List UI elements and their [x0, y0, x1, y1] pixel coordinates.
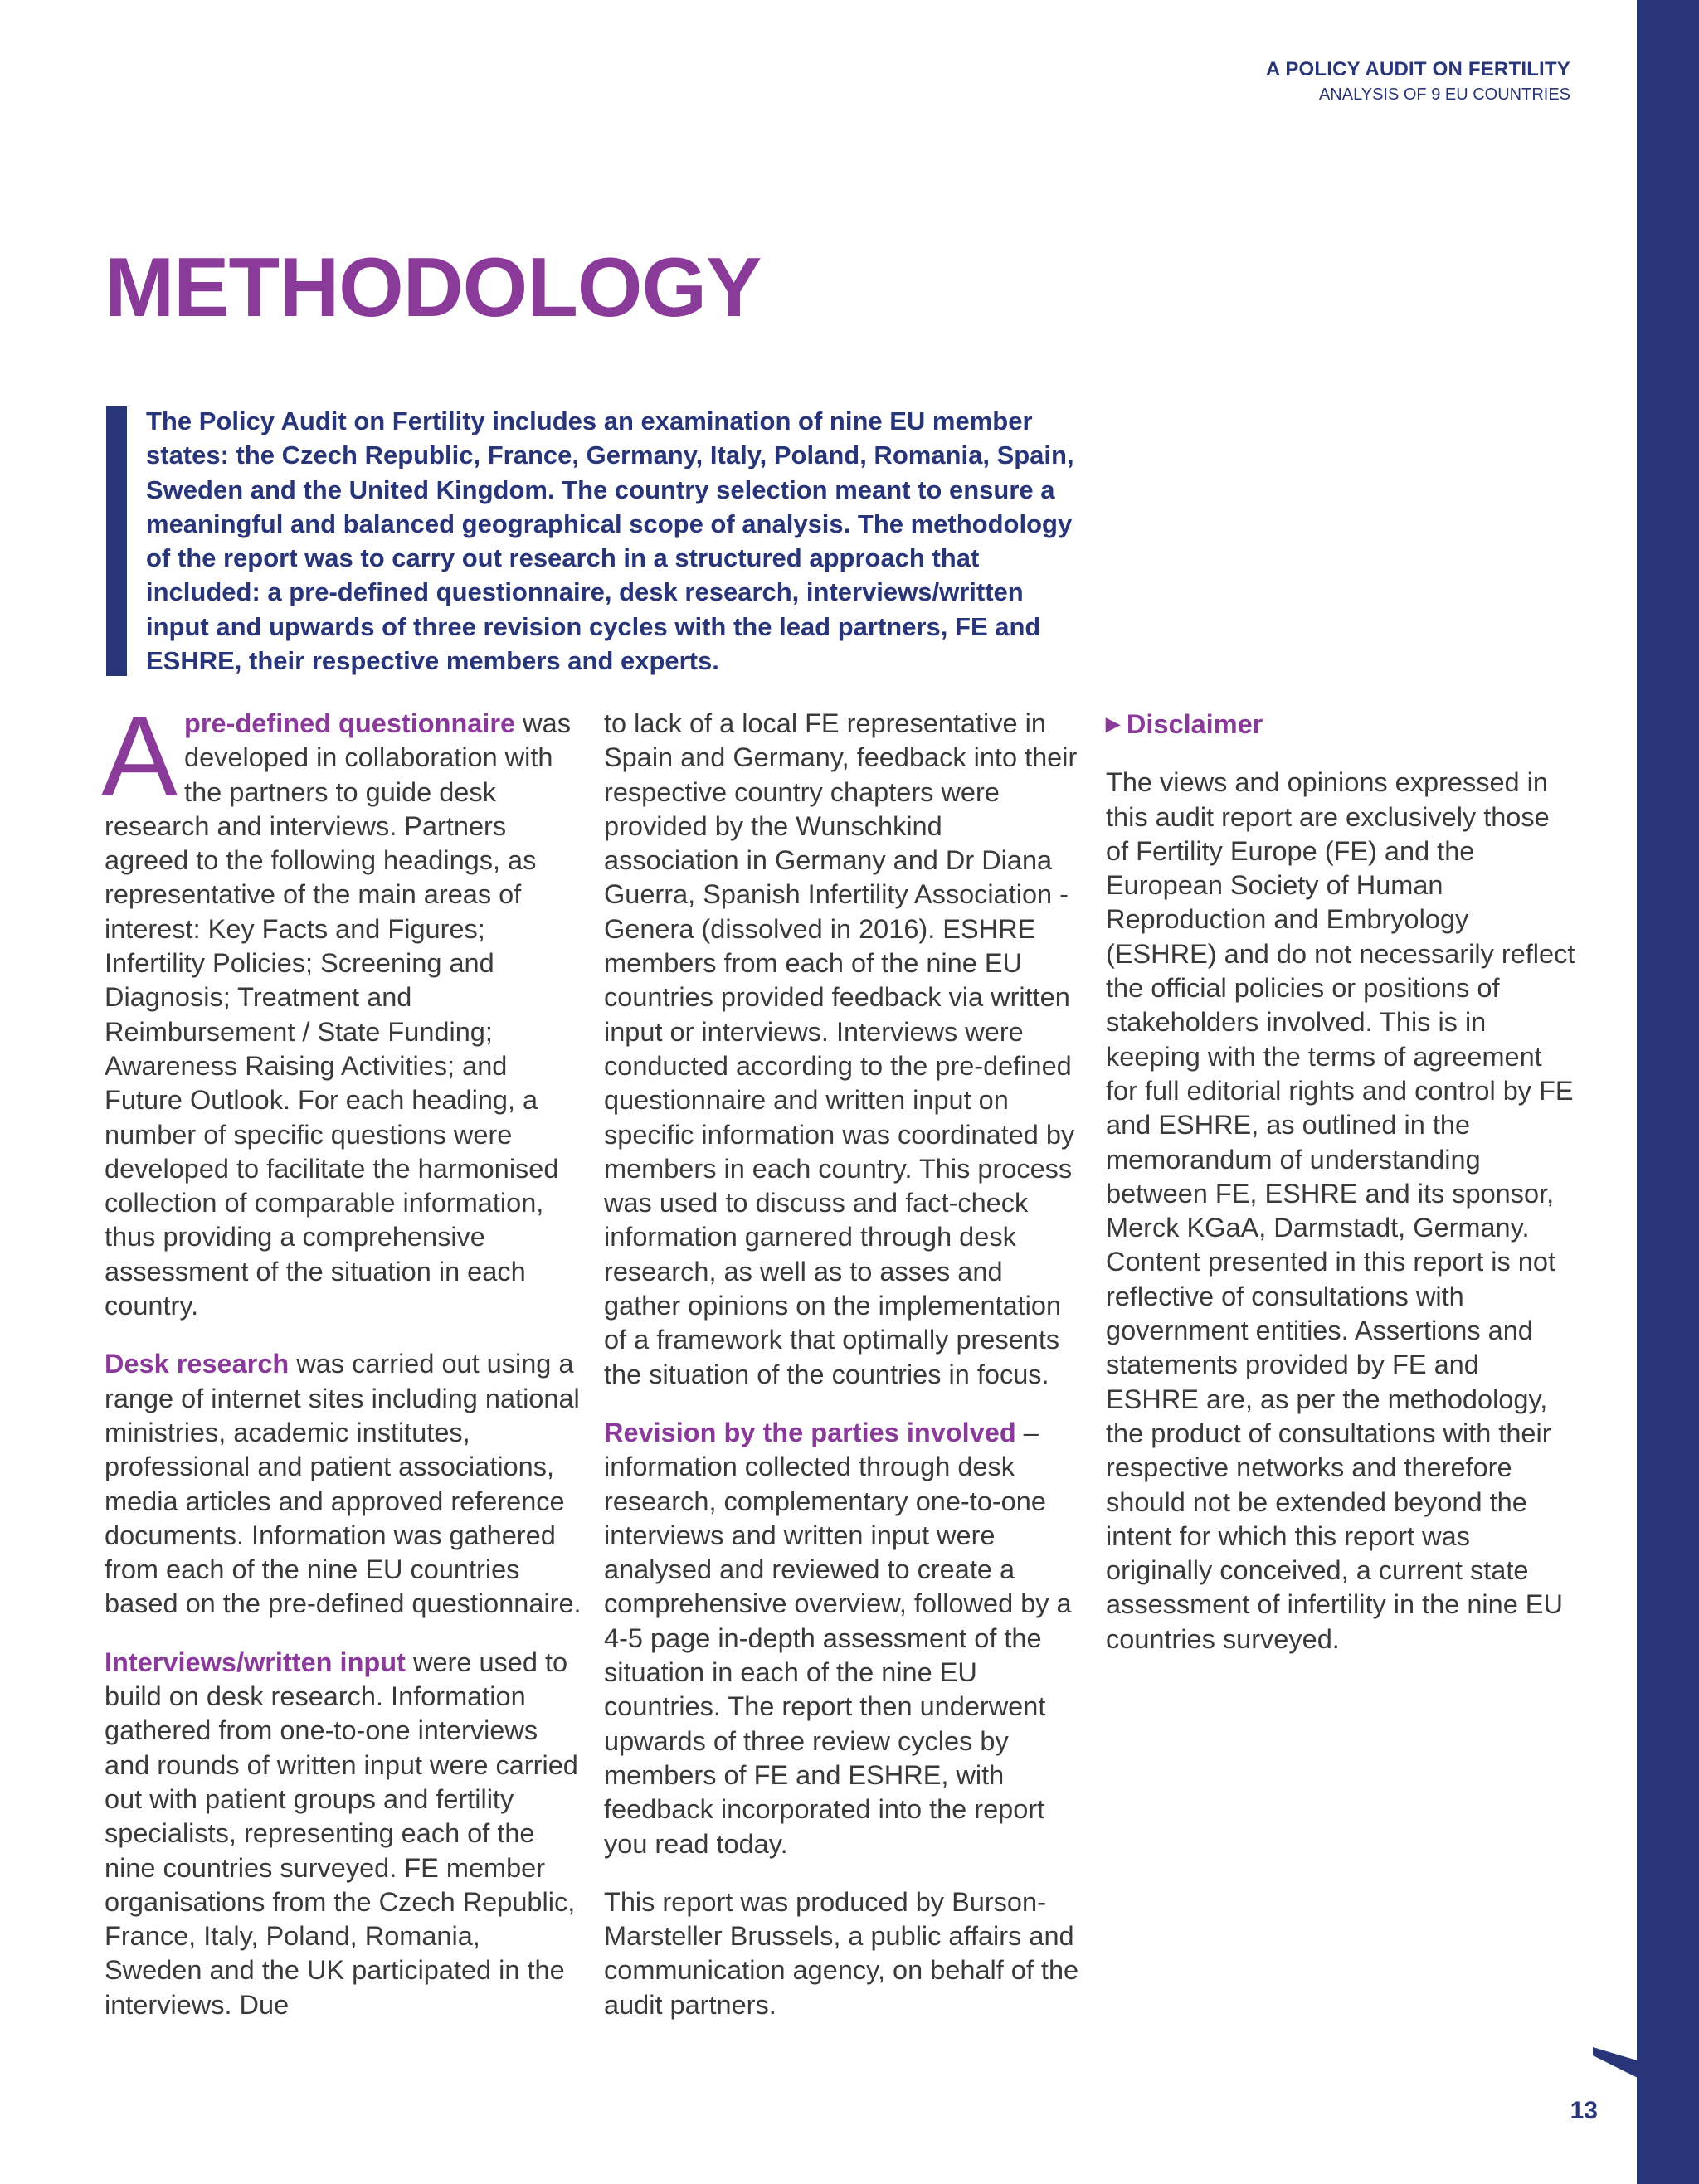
drop-cap: A [101, 693, 178, 820]
revision-heading: Revision by the parties involved [604, 1417, 1016, 1447]
interviews-continued-paragraph: to lack of a local FE representative in Spain and Germany, feedback into their respective country chapters were provided by the Wunschkind association in Germany and Dr Diana Guerra, Spanish Infertility Association - Genera (dissolved in 2016). ESHRE members from each of the nine EU countries provided feedback via written input or interviews. Interviews were conducted according to the pre-defined questionnaire and written input on specific information was coordinated by members in each country. This process was used to discuss and fact-check information garnered through desk research, as well as to asses and gather opinions on the implementation of a framework that optimally presents the situation of the countries in focus. [604, 708, 1078, 1389]
questionnaire-paragraph [101, 693, 582, 1323]
revision-paragraph [604, 1416, 1081, 1861]
disclaimer-text: The views and opinions expressed in this audit report are exclusively those of Fertility Europe (FE) and the European Society of Human Reproduction and Embryology (ESHRE) and do not necessarily reflect the official policies or positions of stakeholders involved. This is in keeping with the terms of agreement for full editorial rights and control by FE and ESHRE, as outlined in the memorandum of understanding between FE, ESHRE and its sponsor, Merck KGaA, Darmstadt, Germany. Content presented in this report is not reflective of consultations with government entities. Assertions and statements provided by FE and ESHRE are, as per the methodology, the product of consultations with their respective networks and therefore should not be extended beyond the intent for which this report was originally conceived, a current state assessment of infertility in the nine EU countries surveyed. [1106, 767, 1575, 1654]
running-header-title: A POLICY AUDIT ON FERTILITY [1265, 58, 1570, 80]
running-header [1266, 56, 1570, 106]
page-title: METHODOLOGY [105, 241, 762, 334]
disclaimer-heading: Disclaimer [1126, 709, 1263, 739]
column-2 [604, 707, 1081, 2046]
revision-text: – information collected through desk research, complementary one-to-one interviews and written input were analysed and reviewed to create a comprehensive overview, followed by a 4-5 page in-depth assessment of the situation in each of the nine EU countries. The report then underwent upwards of three review cycles by members of FE and ESHRE, with feedback incorporated into the report you read today. [604, 1417, 1072, 1859]
desk-research-heading: Desk research [105, 1349, 290, 1379]
interviews-heading: Interviews/written input [105, 1647, 406, 1677]
questionnaire-heading: pre-defined questionnaire [184, 708, 516, 738]
page-number: 13 [1570, 2097, 1598, 2124]
side-band-fold [1593, 2047, 1643, 2080]
intro-accent-bar [106, 406, 127, 676]
desk-research-text: was carried out using a range of internet sites including national ministries, academic institutes, professional and patient associations, media articles and approved reference documents. Information was gathered from each of the nine EU countries based on the pre-defined questionnaire. [105, 1349, 582, 1619]
interviews-text: were used to build on desk research. Information gathered from one-to-one interviews and rounds of written input were carried out with patient groups and fertility specialists, representing each of the nine countries surveyed. FE member organisations from the Czech Republic, France, Italy, Poland, Romania, Sweden and the UK participated in the interviews. Due [105, 1647, 578, 2020]
triangle-right-icon: ▶ [1106, 713, 1120, 734]
production-paragraph: This report was produced by Burson-Marsteller Brussels, a public affairs and communication agency, on behalf of the audit partners. [604, 1886, 1079, 2020]
intro-paragraph: The Policy Audit on Fertility includes an examination of nine EU member states: the Czech Republic, France, Germany, Italy, Poland, Romania, Spain, Sweden and the United Kingdom. The country selection meant to ensure a meaningful and balanced geographical scope of analysis. The methodology of the report was to carry out research in a structured approach that included: a pre-defined questionnaire, desk research, interviews/written input and upwards of three revision cycles with the lead partners, FE and ESHRE, their respective members and experts. [146, 406, 1074, 676]
side-color-band [1637, 0, 1699, 2184]
disclaimer-heading-line [1106, 707, 1579, 742]
desk-research-paragraph [105, 1347, 582, 1621]
column-3 [1106, 707, 1579, 1681]
column-1 [101, 693, 582, 2046]
questionnaire-text: was developed in collaboration with the partners to guide desk research and interviews. Partners agreed to the following headings, as representative of the main areas of interest: Key Facts and Figures; Infertility Policies; Screening and Diagnosis; Treatment and Reimbursement / State Funding; Awareness Raising Activities; and Future Outlook. For each heading, a number of specific questions were developed to facilitate the harmonised collection of comparable information, thus providing a comprehensive assessment of the situation in each country. [105, 708, 571, 1321]
running-header-subtitle: ANALYSIS OF 9 EU COUNTRIES [1318, 85, 1570, 104]
interviews-paragraph [105, 1646, 582, 2022]
